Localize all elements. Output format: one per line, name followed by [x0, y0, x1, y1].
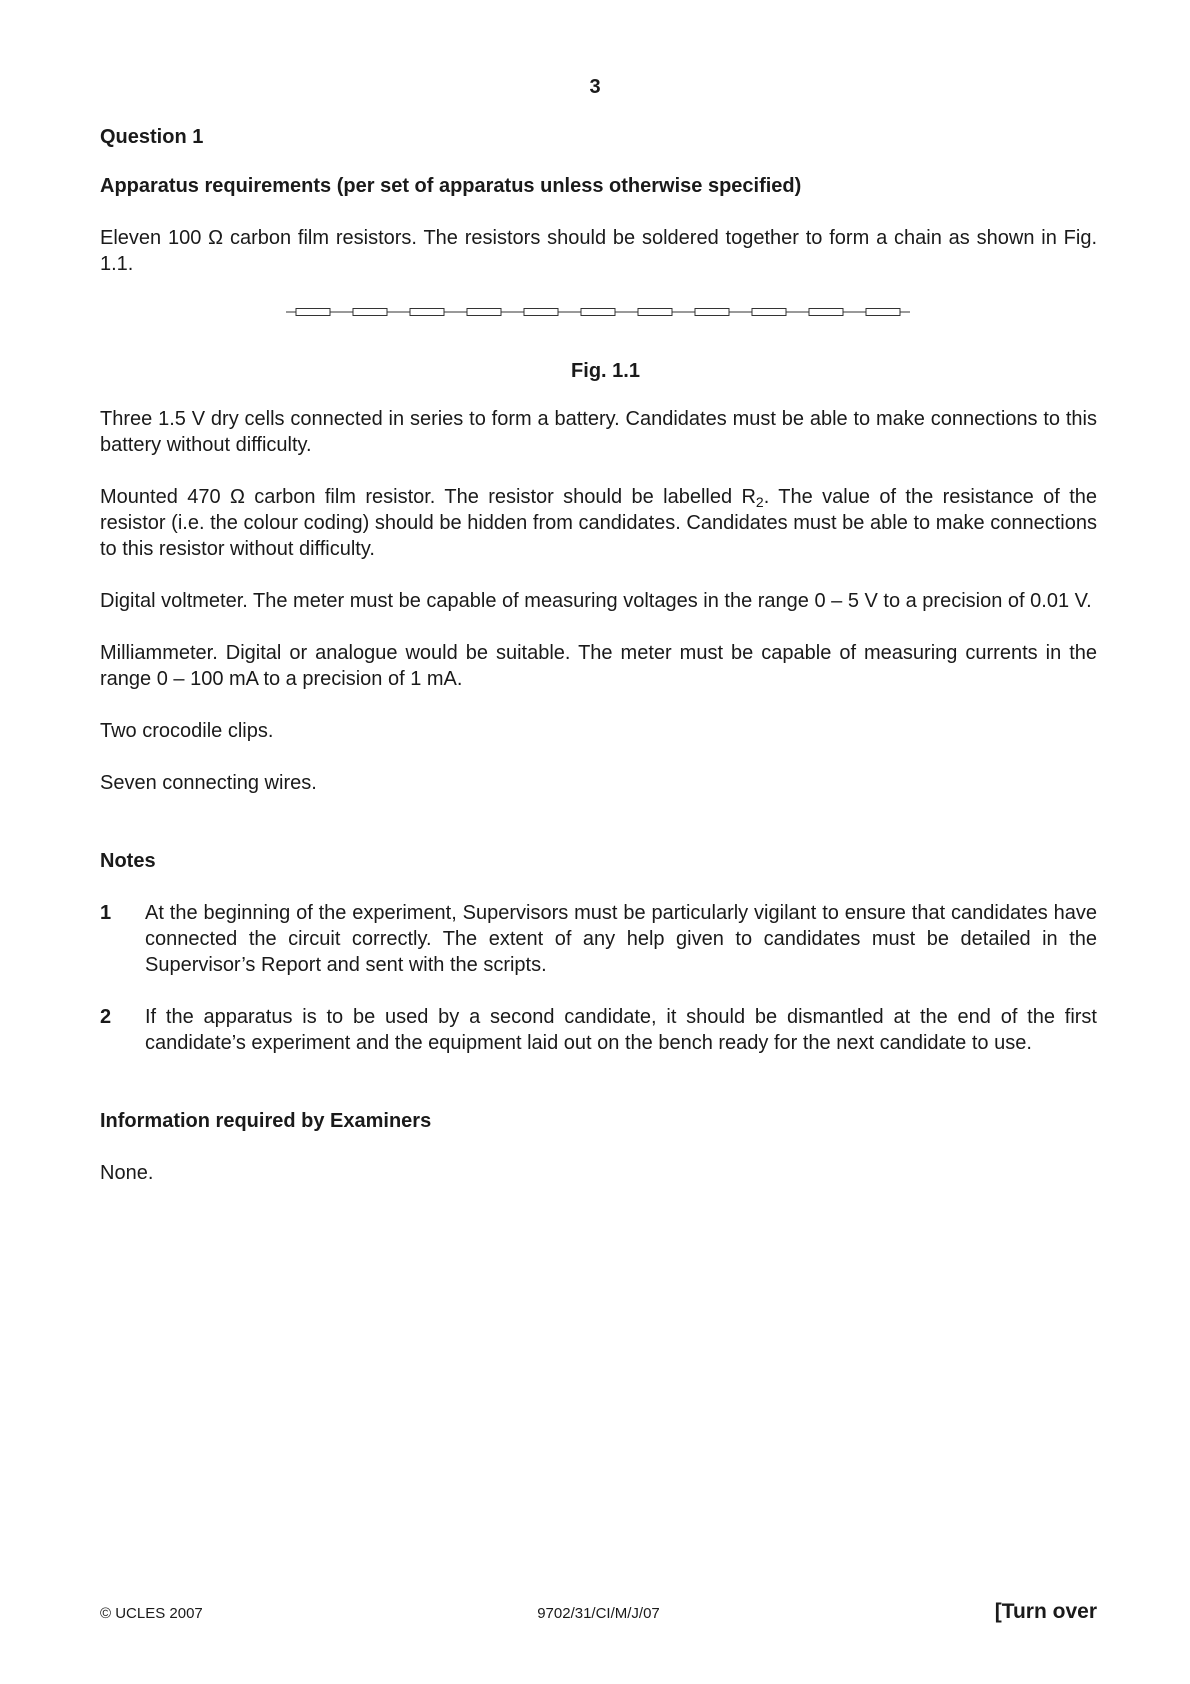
- resistors-paragraph: Eleven 100 Ω carbon film resistors. The resistors should be soldered together to form a chain as shown in Fig. 1.1.: [100, 227, 1097, 275]
- mounted-resistor-text: Mounted 470 Ω carbon film resistor. The resistor should be labelled R: [100, 486, 756, 508]
- note-item: [100, 1004, 1097, 1056]
- mounted-resistor-paragraph: [100, 484, 1097, 562]
- resistor-symbol: [866, 309, 900, 316]
- paper-code: 9702/31/CI/M/J/07: [537, 1605, 660, 1622]
- battery-paragraph: Three 1.5 V dry cells connected in series to form a battery. Candidates must be able to make connections to this battery without difficulty.: [100, 408, 1097, 456]
- resistor-symbol: [467, 309, 501, 316]
- subscript-2: 2: [755, 494, 764, 510]
- resistor-chain-figure: [100, 297, 1097, 343]
- resistor-symbol: [524, 309, 558, 316]
- resistor-symbol: [638, 309, 672, 316]
- note-item: [100, 900, 1097, 978]
- resistor-symbol: [695, 309, 729, 316]
- copyright: © UCLES 2007: [100, 1605, 203, 1622]
- info-text: None.: [100, 1162, 154, 1184]
- notes-title: Notes: [100, 850, 156, 872]
- resistor-symbol: [353, 309, 387, 316]
- resistor-symbol: [410, 309, 444, 316]
- note-text: At the beginning of the experiment, Supervisors must be particularly vigilant to ensure that candidates have connected the circuit correctly. The extent of any help given to candidates must be detailed in the Supervisor’s Report and sent with the scripts.: [145, 902, 1097, 976]
- document-body: [100, 124, 1097, 1186]
- page-footer: [100, 1600, 1097, 1630]
- resistor-symbol: [809, 309, 843, 316]
- voltmeter-paragraph: Digital voltmeter. The meter must be capable of measuring voltages in the range 0 – 5 V to a precision of 0.01 V.: [100, 590, 1092, 612]
- note-number: 2: [100, 1006, 112, 1028]
- apparatus-title: Apparatus requirements (per set of apparatus unless otherwise specified): [100, 175, 802, 197]
- question-title: Question 1: [100, 126, 204, 148]
- wires-paragraph: Seven connecting wires.: [100, 772, 317, 794]
- note-number: 1: [100, 902, 112, 924]
- clips-paragraph: Two crocodile clips.: [100, 720, 274, 742]
- figure-caption: Fig. 1.1: [571, 360, 640, 382]
- resistor-symbol: [752, 309, 786, 316]
- resistor-symbol: [296, 309, 330, 316]
- page-number: 3: [589, 76, 601, 98]
- resistor-symbol: [581, 309, 615, 316]
- milliammeter-paragraph: Milliammeter. Digital or analogue would be suitable. The meter must be capable of measuring currents in the range 0 – 100 mA to a precision of 1 mA.: [100, 642, 1097, 690]
- resistor-chain-diagram: [282, 297, 922, 327]
- info-title: Information required by Examiners: [100, 1110, 432, 1132]
- mounted-resistor-text-cont: . The value of the resistance of the resistor (i.e. the colour coding) should be hidden from candidates. Candidates must be able to make connections to this resistor without difficulty.: [100, 486, 1098, 560]
- note-text: If the apparatus is to be used by a second candidate, it should be dismantled at the end of the first candidate’s experiment and the equipment laid out on the bench ready for the next candidate to use.: [145, 1006, 1097, 1054]
- turn-over: [Turn over: [994, 1600, 1097, 1623]
